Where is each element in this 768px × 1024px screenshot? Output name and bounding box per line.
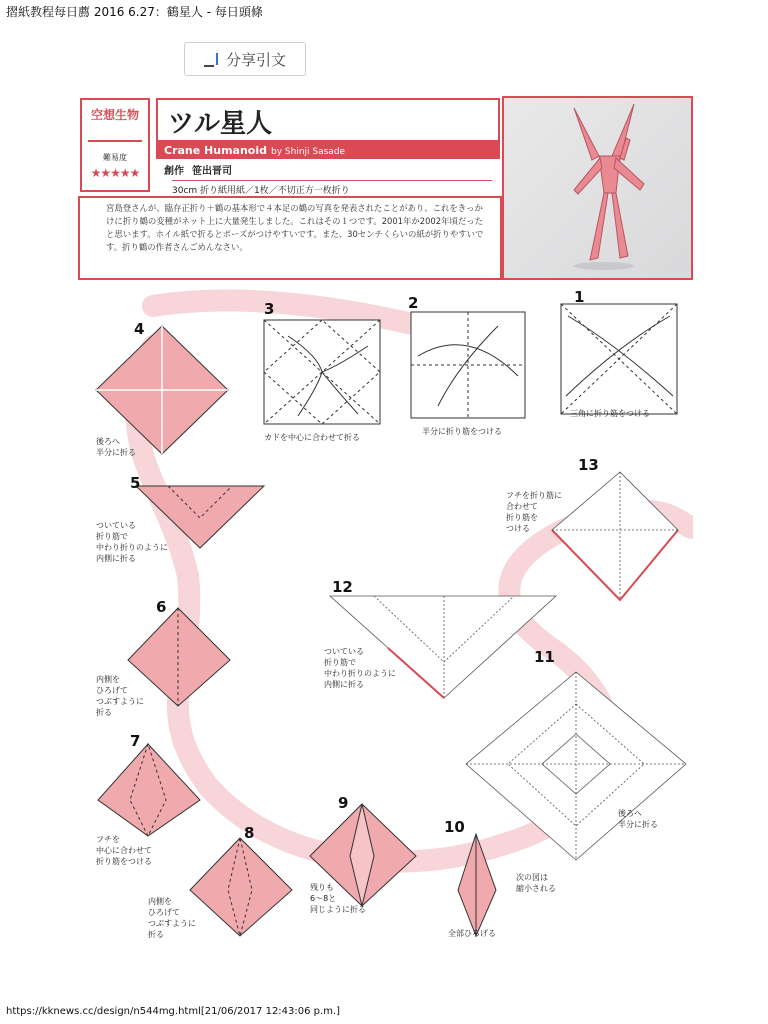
step-1-number: 1 xyxy=(574,288,585,306)
step-10-reduced-note: 次の図は 縮小される xyxy=(516,873,556,893)
step-4-diagram xyxy=(96,326,228,454)
step-6-number: 6 xyxy=(156,598,167,616)
title-box xyxy=(156,98,500,142)
step-3-number: 3 xyxy=(264,300,275,318)
share-button-label: 分享引文 xyxy=(225,50,286,69)
step-4-number: 4 xyxy=(134,320,145,338)
step-9-note: 残りも 6〜8と 同じように折る xyxy=(310,883,366,914)
step-11-number: 11 xyxy=(534,648,555,666)
credit-name: 笹出晋司 xyxy=(192,166,232,177)
difficulty-stars: ★★★★★ xyxy=(90,166,140,180)
model-title-jp: ツル星人 xyxy=(168,109,273,139)
step-12-note: ついている 折り筋で 中わり折りのように 内側に折る xyxy=(324,647,396,689)
step-3-diagram xyxy=(264,320,380,424)
step-7-note: フチを 中心に合わせて 折り筋をつける xyxy=(96,835,152,866)
step-11-note: 後ろへ 半分に折る xyxy=(618,809,658,829)
step-2-number: 2 xyxy=(408,294,419,312)
credit-label: 創作 xyxy=(164,166,184,177)
diagram-area xyxy=(78,286,693,946)
model-title-bar xyxy=(156,142,500,159)
origami-sheet xyxy=(78,96,693,946)
step-10-note: 全部ひろげる xyxy=(448,929,496,938)
credits xyxy=(164,162,232,177)
step-8-diagram xyxy=(190,838,292,936)
crane-humanoid-illustration xyxy=(504,98,691,278)
difficulty-label: 難易度 xyxy=(103,153,127,162)
step-13-note: フチを折り筋に 合わせて 折り筋を つける xyxy=(506,491,562,533)
step-3-note: カドを中心に合わせて折る xyxy=(264,433,360,442)
step-2-note: 半分に折り筋をつける xyxy=(422,427,502,436)
step-11-diagram xyxy=(466,672,686,860)
step-1-diagram xyxy=(561,304,677,414)
model-author-en: by Shinji Sasade xyxy=(271,147,346,157)
step-12-number: 12 xyxy=(332,578,353,596)
category-divider xyxy=(88,140,142,142)
step-4-note: 後ろへ 半分に折る xyxy=(96,437,136,457)
category-box xyxy=(80,98,150,192)
step-5-note: ついている 折り筋で 中わり折りのように 内側に折る xyxy=(96,521,168,563)
diagram-steps-svg xyxy=(78,286,693,946)
share-cite-button[interactable] xyxy=(184,42,306,76)
paper-specs: 30cm 折り紙用紙／1枚／不切正方一枚折り xyxy=(172,180,492,196)
step-6-note: 内側を ひろげて つぶすように 折る xyxy=(96,675,144,717)
step-13-diagram xyxy=(552,472,678,600)
step-9-number: 9 xyxy=(338,794,349,812)
model-photo xyxy=(502,96,693,280)
model-title-en: Crane Humanoid xyxy=(164,144,267,157)
step-13-number: 13 xyxy=(578,456,599,474)
page-url-footer: https://kknews.cc/design/n544mg.html[21/06/2017 12:43:06 p.m.] xyxy=(6,1006,341,1017)
step-1-note: 三角に折り筋をつける xyxy=(570,409,650,418)
share-icon xyxy=(204,51,220,67)
step-5-number: 5 xyxy=(130,474,141,492)
page-title: 摺紙教程每日薦 2016 6.27：鶴星人 - 每日頭條 xyxy=(6,5,263,19)
step-7-number: 7 xyxy=(130,732,141,750)
step-8-number: 8 xyxy=(244,824,255,842)
step-10-number: 10 xyxy=(444,818,465,836)
category-label: 空想生物 xyxy=(90,108,139,122)
diagram-banner xyxy=(78,96,693,284)
step-2-diagram xyxy=(411,312,525,418)
step-8-note: 内側を ひろげて つぶすように 折る xyxy=(148,897,196,939)
description: 宮島登さんが、臨存正折り＋鶴の基本形で４本足の鶴の写真を発表されたことがあり、これをきっかけに折り鶴の変種がネット上に大量発生しました。これはその１つです。2001年か2002年頃だったと思います。ホイル紙で折るとポーズがつけやすいです。また、30センチくらいの紙が折りやすいです。折り鶴の作者さんごめんなさい。 xyxy=(78,196,502,280)
